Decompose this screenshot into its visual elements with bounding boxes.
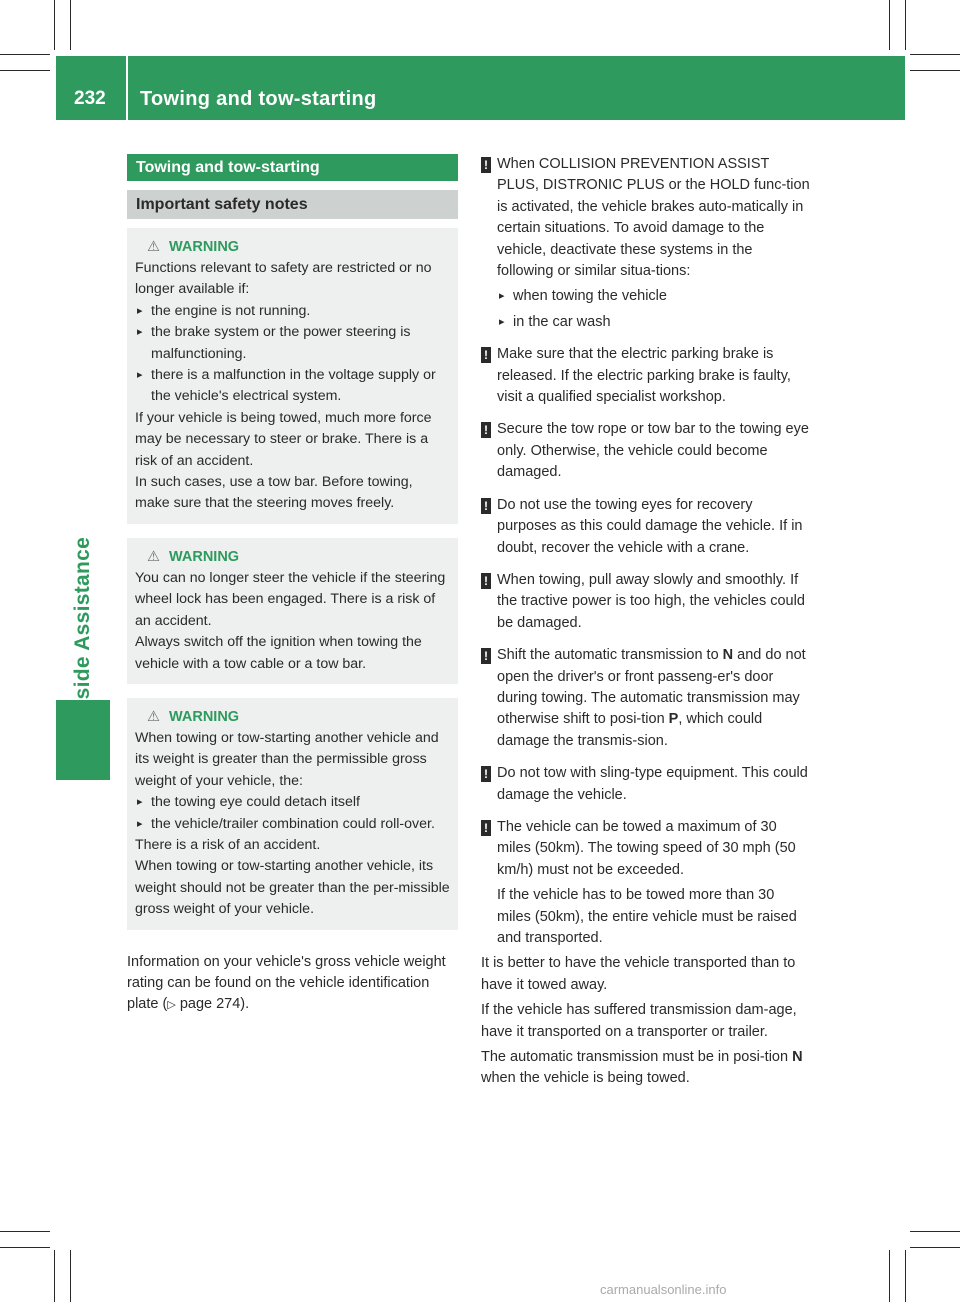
watermark-text: carmanualsonline.info	[600, 1282, 727, 1297]
warning-triangle-icon: ⚠	[147, 239, 160, 255]
list-item: ▸ the towing eye could detach itself	[135, 792, 450, 813]
warning-triangle-icon: ⚠	[147, 548, 160, 565]
exclamation-icon: !	[481, 648, 491, 664]
exclamation-icon: !	[481, 573, 491, 589]
crop-mark	[70, 0, 71, 50]
right-column	[481, 154, 812, 1094]
warning-box	[127, 698, 458, 930]
crop-mark	[0, 1247, 50, 1248]
exclamation-icon: !	[481, 422, 491, 438]
body-paragraph: If the vehicle has suffered transmission dam-age, have it transported on a transporter or trailer.	[481, 1002, 797, 1040]
warning-box	[127, 538, 458, 684]
crop-mark	[889, 1250, 890, 1302]
body-paragraph: The automatic transmission must be in posi-tion N when the vehicle is being towed.	[481, 1049, 803, 1087]
crop-mark	[54, 0, 55, 50]
side-tab-label: Roadside Assistance	[71, 536, 94, 754]
list-item: ▸ when towing the vehicle	[497, 286, 812, 307]
crop-mark	[70, 1250, 71, 1302]
caution-note: ! When COLLISION PREVENTION ASSIST PLUS, DISTRONIC PLUS or the HOLD func-tion is activated, the vehicle brakes auto-matically in certain situations. To avoid damage to the vehicle, deactivate these systems in the following or similar situa-tions: ▸ when towing the vehicle ▸ in the car wash	[481, 154, 812, 333]
warning-title: ⚠ WARNING	[135, 546, 450, 568]
caution-note: ! Make sure that the electric parking brake is released. If the electric parking brake is faulty, visit a qualified specialist workshop.	[481, 344, 812, 408]
caution-note: ! Secure the tow rope or tow bar to the towing eye only. Otherwise, the vehicle could become damaged.	[481, 419, 812, 483]
crop-mark	[0, 70, 50, 71]
list-item: ▸ the engine is not running.	[135, 301, 450, 322]
list-item: ▸ the brake system or the power steering is malfunctioning.	[135, 322, 450, 365]
warning-text: When towing or tow-starting another vehicle and its weight is greater than the permissible gross weight of your vehicle, the:	[135, 729, 439, 789]
crop-mark	[905, 1250, 906, 1302]
warning-text: Functions relevant to safety are restricted or no longer available if:	[135, 260, 432, 298]
warning-text: Always switch off the ignition when towing the vehicle with a tow cable or a tow bar.	[135, 634, 422, 672]
section-heading: Towing and tow-starting	[127, 154, 458, 181]
crop-mark	[0, 1231, 50, 1232]
list-item: ▸ in the car wash	[497, 312, 812, 333]
header-divider	[126, 56, 128, 120]
crop-mark	[910, 1247, 960, 1248]
exclamation-icon: !	[481, 498, 491, 514]
warning-text: There is a risk of an accident.	[135, 836, 321, 853]
warning-text: When towing or tow-starting another vehicle, its weight should not be greater than the per-missible gross weight of your vehicle.	[135, 858, 450, 918]
exclamation-icon: !	[481, 766, 491, 782]
crop-mark	[0, 54, 50, 55]
exclamation-icon: !	[481, 820, 491, 836]
left-column	[127, 154, 458, 1017]
warning-list	[135, 301, 450, 408]
crop-mark	[905, 0, 906, 50]
info-paragraph: Information on your vehicle's gross vehicle weight rating can be found on the vehicle identification plate (▷ page 274).	[127, 953, 446, 1013]
crop-mark	[910, 54, 960, 55]
warning-text: In such cases, use a tow bar. Before towing, make sure that the steering moves freely.	[135, 474, 413, 512]
caution-note: ! Do not tow with sling-type equipment. This could damage the vehicle.	[481, 763, 812, 806]
crop-mark	[910, 1231, 960, 1232]
warning-text: You can no longer steer the vehicle if the steering wheel lock has been engaged. There is a risk of an accident.	[135, 569, 446, 629]
warning-box	[127, 228, 458, 524]
warning-title: ⚠ WARNING	[135, 236, 450, 258]
exclamation-icon: !	[481, 347, 491, 363]
caution-note: ! When towing, pull away slowly and smoothly. If the tractive power is too high, the vehicles could be damaged.	[481, 570, 812, 634]
page-ref-arrow-icon: ▷	[167, 999, 176, 1012]
warning-title: ⚠ WARNING	[135, 706, 450, 728]
body-paragraph: It is better to have the vehicle transported than to have it towed away.	[481, 955, 796, 993]
crop-mark	[54, 1250, 55, 1302]
caution-note: ! The vehicle can be towed a maximum of 30 miles (50km). The towing speed of 30 mph (50 km/h) must not be exceeded. If the vehicle has to be towed more than 30 miles (50km), the entire vehicle must be raised and transported.	[481, 817, 812, 949]
exclamation-icon: !	[481, 157, 491, 173]
warning-triangle-icon: ⚠	[147, 708, 160, 725]
crop-mark	[910, 70, 960, 71]
page-reference-link[interactable]: page 274).	[179, 996, 250, 1013]
page-title: Towing and tow-starting	[140, 88, 377, 110]
caution-note: ! Shift the automatic transmission to N and do not open the driver's or front passeng-er's door during towing. The automatic transmission may otherwise shift to posi-tion P, which could damage the transmis-sion.	[481, 645, 812, 752]
note-list	[497, 286, 812, 333]
warning-list	[135, 792, 450, 835]
list-item: ▸ there is a malfunction in the voltage supply or the vehicle's electrical system.	[135, 365, 450, 408]
warning-text: If your vehicle is being towed, much more force may be necessary to steer or brake. There is a risk of an accident.	[135, 409, 432, 469]
list-item: ▸ the vehicle/trailer combination could roll-over.	[135, 814, 450, 835]
page-number: 232	[74, 88, 106, 109]
caution-note: ! Do not use the towing eyes for recovery purposes as this could damage the vehicle. If in doubt, recover the vehicle with a crane.	[481, 495, 812, 559]
crop-mark	[889, 0, 890, 50]
subsection-heading: Important safety notes	[127, 190, 458, 219]
